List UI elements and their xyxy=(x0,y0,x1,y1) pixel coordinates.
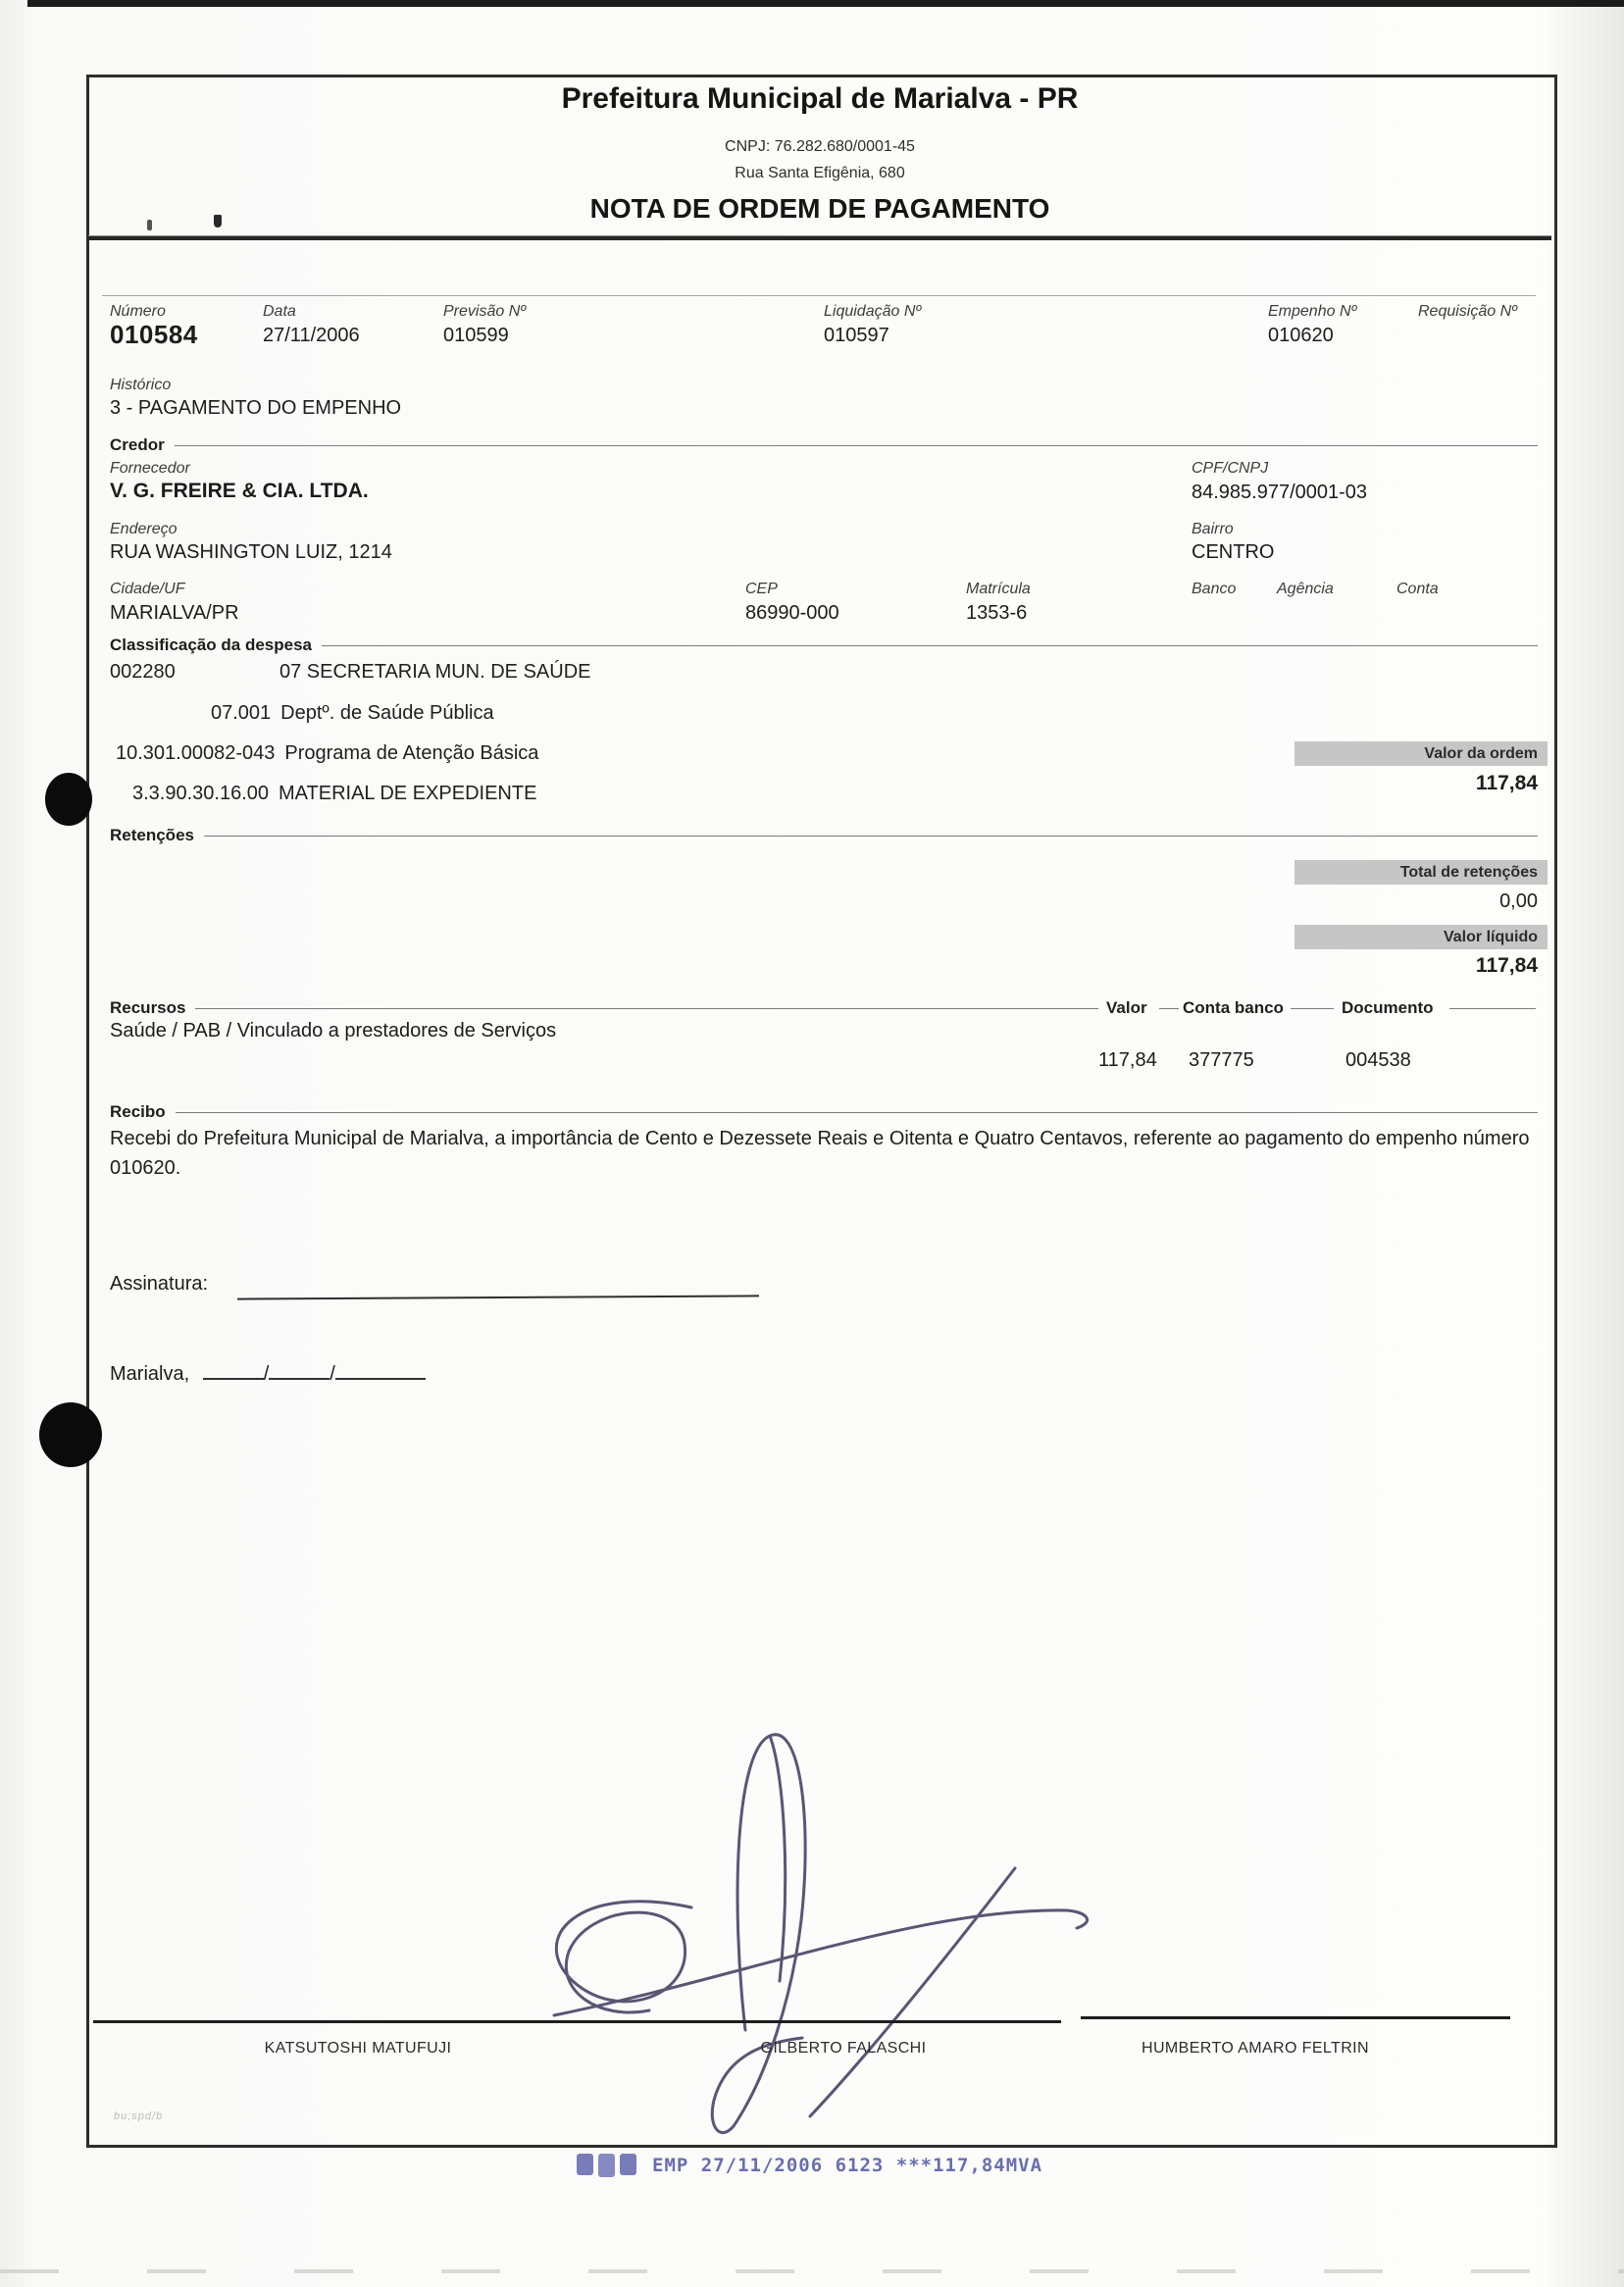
historico-label: Histórico xyxy=(110,377,172,393)
section-rule xyxy=(322,645,1538,646)
credor-section xyxy=(110,435,1538,455)
empenho-label: Empenho Nº xyxy=(1268,303,1357,320)
endereco-label: Endereço xyxy=(110,521,178,537)
cpf-cnpj-label: CPF/CNPJ xyxy=(1192,460,1269,477)
stamp-text: EMP 27/11/2006 6123 ***117,84MVA xyxy=(652,2155,1043,2176)
cep-label: CEP xyxy=(745,581,778,597)
retencoes-section xyxy=(110,826,1538,845)
signer-name: KATSUTOSHI MATUFUJI xyxy=(264,2040,452,2057)
credor-section-title: Credor xyxy=(110,435,165,454)
punch-hole xyxy=(39,1402,102,1467)
classificacao-row xyxy=(116,742,538,765)
handwritten-signature xyxy=(363,1657,1108,2148)
signer-name: HUMBERTO AMARO FELTRIN xyxy=(1142,2040,1369,2057)
header-divider xyxy=(88,235,1551,240)
fornecedor-value: V. G. FREIRE & CIA. LTDA. xyxy=(110,480,369,502)
classificacao-desc: Programa de Atenção Básica xyxy=(284,742,539,764)
section-rule xyxy=(1449,1008,1536,1009)
data-local-line: Marialva, / / xyxy=(110,1363,426,1386)
recursos-documento-value: 004538 xyxy=(1345,1049,1411,1071)
section-rule xyxy=(1159,1008,1179,1009)
cidade-label: Cidade/UF xyxy=(110,581,185,597)
endereco-value: RUA WASHINGTON LUIZ, 1214 xyxy=(110,541,392,563)
valor-liquido-value: 117,84 xyxy=(1475,954,1538,977)
numero-value: 010584 xyxy=(110,320,198,349)
bairro-value: CENTRO xyxy=(1192,541,1275,563)
cidade-value: MARIALVA/PR xyxy=(110,602,239,624)
scan-artifact xyxy=(147,220,152,230)
valor-ordem-value: 117,84 xyxy=(1475,772,1538,794)
classificacao-desc: 07 SECRETARIA MUN. DE SAÚDE xyxy=(279,661,591,683)
recibo-section xyxy=(110,1102,1538,1122)
bank-logo-icon xyxy=(577,2154,636,2177)
matricula-label: Matrícula xyxy=(966,581,1031,597)
bank-validation-stamp xyxy=(577,2154,1042,2177)
total-retencoes-label: Total de retenções xyxy=(1294,860,1548,885)
empenho-value: 010620 xyxy=(1268,325,1334,346)
classificacao-code: 002280 xyxy=(110,661,176,683)
classificacao-desc: MATERIAL DE EXPEDIENTE xyxy=(279,783,537,804)
valor-ordem-label: Valor da ordem xyxy=(1294,741,1548,766)
liquidacao-label: Liquidação Nº xyxy=(824,303,922,320)
total-retencoes-value: 0,00 xyxy=(1499,890,1538,912)
classificacao-row xyxy=(211,702,494,725)
classificacao-section-title: Classificação da despesa xyxy=(110,635,313,654)
assinatura-label: Assinatura: xyxy=(110,1273,209,1295)
classificacao-row xyxy=(110,661,590,684)
punch-hole xyxy=(45,773,92,826)
org-address: Rua Santa Efigênia, 680 xyxy=(735,165,905,181)
matricula-value: 1353-6 xyxy=(966,602,1028,624)
section-rule xyxy=(1291,1008,1334,1009)
cep-value: 86990-000 xyxy=(745,602,839,624)
recursos-conta-banco-value: 377775 xyxy=(1189,1049,1254,1071)
scan-bottom-noise xyxy=(0,2269,1624,2273)
bairro-label: Bairro xyxy=(1192,521,1234,537)
valor-liquido-label: Valor líquido xyxy=(1294,925,1548,949)
signature-line xyxy=(93,2020,1061,2023)
requisicao-label: Requisição Nº xyxy=(1418,303,1517,320)
section-rule xyxy=(195,1008,1098,1009)
classificacao-section xyxy=(110,635,1538,655)
fornecedor-label: Fornecedor xyxy=(110,460,190,477)
section-rule xyxy=(204,836,1538,837)
scan-artifact xyxy=(214,215,222,228)
valor-column-header: Valor xyxy=(1106,998,1147,1017)
recibo-section-title: Recibo xyxy=(110,1102,166,1121)
scan-footnote: bu;spd/b xyxy=(114,2110,164,2122)
data-label: Data xyxy=(263,303,296,320)
conta-banco-column-header: Conta banco xyxy=(1183,998,1284,1017)
documento-column-header: Documento xyxy=(1342,998,1434,1017)
classificacao-code: 10.301.00082-043 xyxy=(116,742,276,764)
recursos-section-title: Recursos xyxy=(110,998,186,1017)
previsao-label: Previsão Nº xyxy=(443,303,527,320)
retencoes-section-title: Retenções xyxy=(110,826,194,844)
recursos-section xyxy=(110,998,1098,1018)
banco-label: Banco xyxy=(1192,581,1237,597)
org-name: Prefeitura Municipal de Marialva - PR xyxy=(561,82,1079,115)
org-cnpj: CNPJ: 76.282.680/0001-45 xyxy=(725,138,915,155)
recursos-descricao: Saúde / PAB / Vinculado a prestadores de Serviços xyxy=(110,1020,557,1042)
classificacao-code: 3.3.90.30.16.00 xyxy=(132,783,270,804)
historico-value: 3 - PAGAMENTO DO EMPENHO xyxy=(110,397,402,419)
ano-blank xyxy=(335,1363,426,1380)
previsao-value: 010599 xyxy=(443,325,509,346)
scan-top-edge xyxy=(27,0,1624,7)
conta-label: Conta xyxy=(1396,581,1439,597)
recibo-text: Recebi do Prefeitura Municipal de Marialva, a importância de Cento e Dezessete Reais e Oitenta e Quatro Centavos, referente ao pagamento do empenho número 010620. xyxy=(110,1128,1530,1179)
signature-line xyxy=(1081,2016,1510,2019)
section-rule xyxy=(175,445,1538,446)
classificacao-desc: Deptº. de Saúde Pública xyxy=(280,702,494,724)
page-title: NOTA DE ORDEM DE PAGAMENTO xyxy=(589,193,1050,224)
local-label: Marialva, xyxy=(110,1363,190,1385)
agencia-label: Agência xyxy=(1277,581,1334,597)
classificacao-row xyxy=(132,783,536,805)
classificacao-code: 07.001 xyxy=(211,702,272,724)
cpf-cnpj-value: 84.985.977/0001-03 xyxy=(1192,482,1368,503)
signer-name: GILBERTO FALASCHI xyxy=(760,2040,927,2057)
fields-divider xyxy=(102,295,1536,296)
recursos-valor-value: 117,84 xyxy=(1098,1049,1157,1071)
liquidacao-value: 010597 xyxy=(824,325,889,346)
section-rule xyxy=(176,1112,1538,1113)
data-value: 27/11/2006 xyxy=(263,325,360,346)
mes-blank xyxy=(269,1363,330,1380)
numero-label: Número xyxy=(110,303,166,320)
dia-blank xyxy=(203,1363,264,1380)
